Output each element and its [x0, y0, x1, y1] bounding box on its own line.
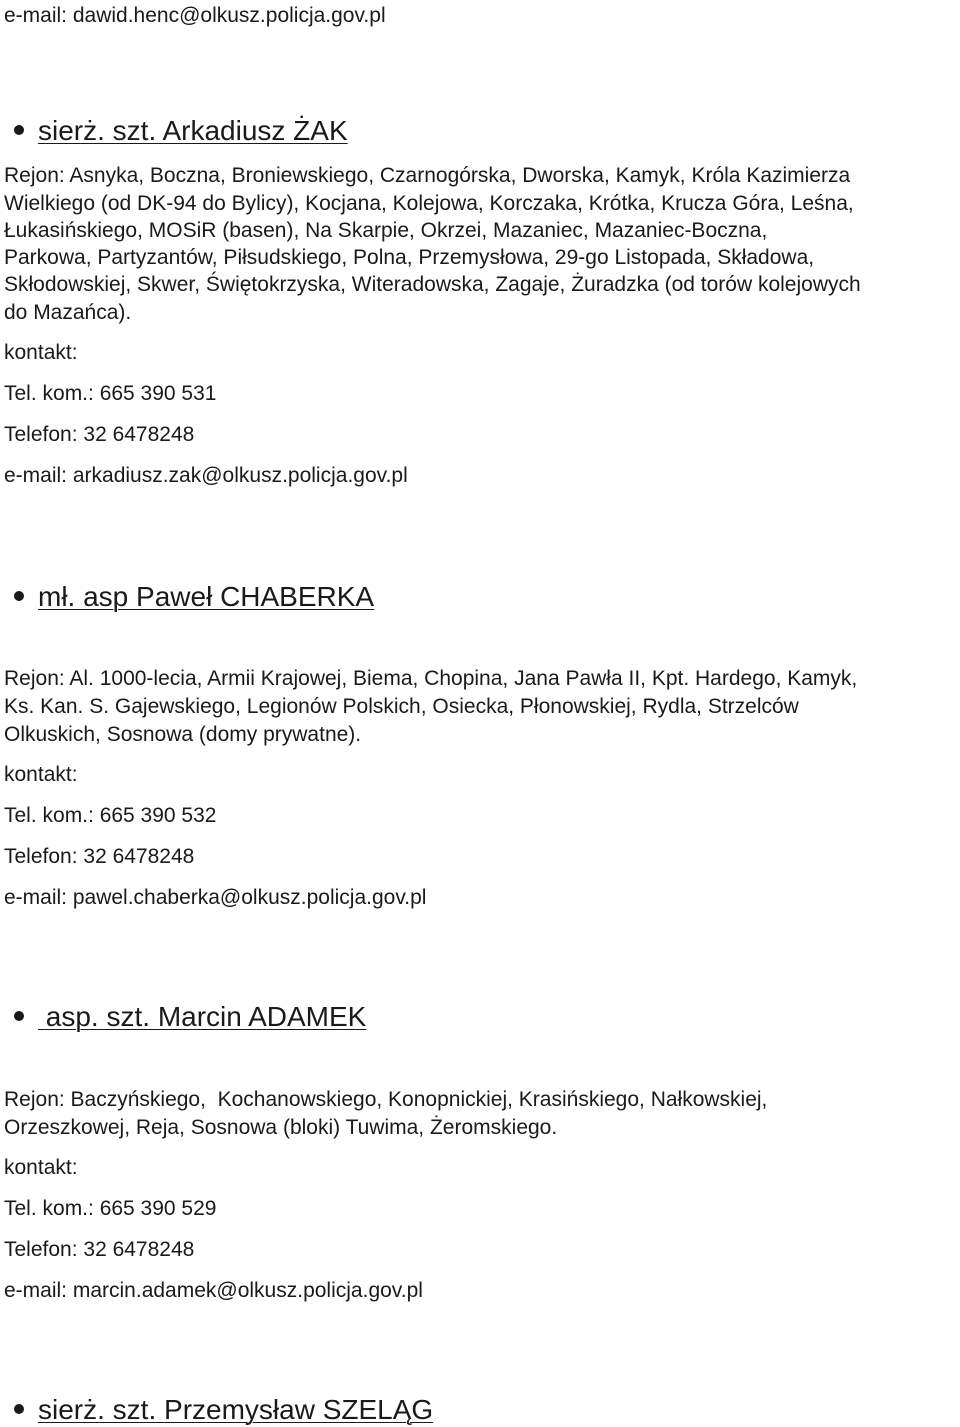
- officer-name-link[interactable]: asp. szt. Marcin ADAMEK: [38, 1001, 367, 1032]
- rejon-line: Ks. Kan. S. Gajewskiego, Legionów Polskich, Osiecka, Płonowskiej, Rydla, Strzelców: [4, 695, 799, 718]
- rejon-line: Olkuskich, Sosnowa (domy prywatne).: [4, 723, 362, 746]
- officer-heading-szelag: [14, 1393, 433, 1427]
- officer-heading-adamek: [14, 1000, 366, 1034]
- bullet-icon: [14, 1011, 24, 1021]
- rejon-line: Wielkiego (od DK-94 do Bylicy), Kocjana, Kolejowa, Korczaka, Krótka, Krucza Góra, Leśna,: [4, 192, 854, 215]
- kontakt-label: kontakt:: [4, 763, 78, 786]
- mobile-phone: Tel. kom.: 665 390 531: [4, 382, 217, 405]
- officer-email: e-mail: pawel.chaberka@olkusz.policja.gov.pl: [4, 886, 427, 909]
- officer-email: e-mail: marcin.adamek@olkusz.policja.gov.pl: [4, 1279, 423, 1302]
- rejon-line: Rejon: Asnyka, Boczna, Broniewskiego, Czarnogórska, Dworska, Kamyk, Króla Kazimierza: [4, 164, 851, 187]
- kontakt-label: kontakt:: [4, 341, 78, 364]
- landline-phone: Telefon: 32 6478248: [4, 845, 195, 868]
- rejon-line: Łukasińskiego, MOSiR (basen), Na Skarpie, Okrzei, Mazaniec, Mazaniec-Boczna,: [4, 219, 768, 242]
- officer-name-link[interactable]: mł. asp Paweł CHABERKA: [38, 581, 375, 612]
- officer-email: e-mail: arkadiusz.zak@olkusz.policja.gov.pl: [4, 464, 408, 487]
- rejon-line: Skłodowskiej, Skwer, Świętokrzyska, Witeradowska, Zagaje, Żuradzka (od torów kolejowych: [4, 273, 861, 296]
- officer-heading-chaberka: [14, 580, 374, 614]
- mobile-phone: Tel. kom.: 665 390 532: [4, 804, 217, 827]
- officer-name-link[interactable]: sierż. szt. Przemysław SZELĄG: [38, 1394, 434, 1425]
- rejon-line: Rejon: Al. 1000-lecia, Armii Krajowej, Biema, Chopina, Jana Pawła II, Kpt. Hardego, Kamyk,: [4, 667, 858, 690]
- bullet-icon: [14, 1404, 24, 1414]
- previous-officer-email: e-mail: dawid.henc@olkusz.policja.gov.pl: [4, 4, 386, 27]
- bullet-icon: [14, 125, 24, 135]
- rejon-line: Parkowa, Partyzantów, Piłsudskiego, Polna, Przemysłowa, 29-go Listopada, Składowa,: [4, 246, 815, 269]
- kontakt-label: kontakt:: [4, 1156, 78, 1179]
- bullet-icon: [14, 591, 24, 601]
- rejon-line: Orzeszkowej, Reja, Sosnowa (bloki) Tuwima, Żeromskiego.: [4, 1116, 558, 1139]
- landline-phone: Telefon: 32 6478248: [4, 423, 195, 446]
- landline-phone: Telefon: 32 6478248: [4, 1238, 195, 1261]
- rejon-line: do Mazańca).: [4, 301, 132, 324]
- rejon-line: Rejon: Baczyńskiego, Kochanowskiego, Konopnickiej, Krasińskiego, Nałkowskiej,: [4, 1088, 768, 1111]
- mobile-phone: Tel. kom.: 665 390 529: [4, 1197, 217, 1220]
- officer-heading-zak: [14, 114, 348, 148]
- officer-name-link[interactable]: sierż. szt. Arkadiusz ŻAK: [38, 115, 348, 146]
